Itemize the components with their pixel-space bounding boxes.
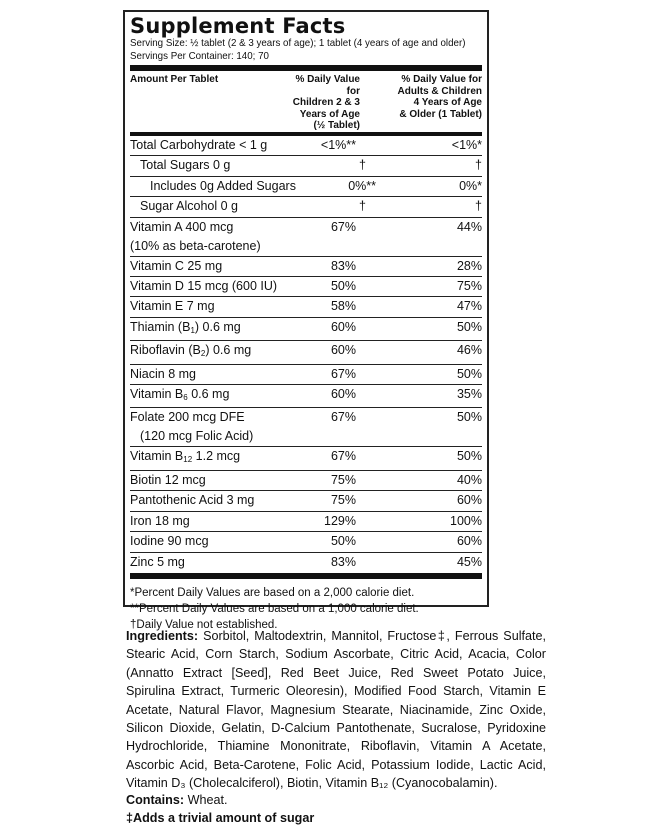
table-row: Vitamin A 400 mcg (10% as beta-carotene) 67% 44% xyxy=(130,218,482,257)
table-row: Iodine 90 mcg 50% 60% xyxy=(130,532,482,552)
table-row: Vitamin $B_{12}$ 1.2 mcg 67% 50% xyxy=(130,447,482,470)
table-row: Total Sugars 0 g † † xyxy=(130,156,482,176)
table-row: Folate 200 mcg DFE (120 mcg Folic Acid) 67% 50% xyxy=(130,408,482,447)
table-row: Niacin 8 mg 67% 50% xyxy=(130,365,482,385)
table-row: Includes 0g Added Sugars 0%** 0%* xyxy=(130,177,482,197)
table-row: Riboflavin $(B_2)$ 0.6 mg 60% 46% xyxy=(130,341,482,364)
table-row: Sugar Alcohol 0 g † † xyxy=(130,197,482,217)
table-row: Pantothenic Acid 3 mg 75% 60% xyxy=(130,491,482,511)
table-row: Vitamin E 7 mg 58% 47% xyxy=(130,297,482,317)
panel-title: Supplement Facts xyxy=(130,14,346,38)
footnote: **Percent Daily Values are based on a 1,000 calorie diet. xyxy=(130,602,419,615)
table-row: Vitamin $B_6$ 0.6 mg 60% 35% xyxy=(130,385,482,408)
servings-per-container: Servings Per Container: 140; 70 xyxy=(130,50,269,62)
contains-text: Wheat. xyxy=(184,793,228,807)
table-row: Vitamin D 15 mcg (600 IU) 50% 75% xyxy=(130,277,482,297)
contains-label: Contains: xyxy=(126,793,185,807)
table-row: Total Carbohydrate < 1 g <1%** <1%* xyxy=(130,136,482,156)
contains-line xyxy=(126,791,227,809)
serving-size: Serving Size: ½ tablet (2 & 3 years of age); 1 tablet (4 years of age and older) xyxy=(130,37,466,49)
amount-per-tablet-label: Amount Per Tablet xyxy=(130,74,219,85)
table-row: Thiamin $(B_1)$ 0.6 mg 60% 50% xyxy=(130,318,482,341)
ingredients-text: Sorbitol, Maltodextrin, Mannitol, Fructose‡, Ferrous Sulfate, Stearic Acid, Corn Starch, Sodium Ascorbate, Citric Acid, Acacia, Color (Annatto Extract [Seed], Red Beet Juice, Red Sweet Potato Juice, Spirulina Extract, Turmeric Oleoresin), Modified Food Starch, Vitamin E Acetate, Natural Flavor, Magnesium Stearate, Niacinamide, Zinc Oxide, Silicon Dioxide, Gelatin, D-Calcium Pantothenate, Sucralose, Pyridoxine Hydrochloride, Thiamine Mononitrate, Riboflavin, Vitamin A Acetate, Ascorbic Acid, Beta-Carotene, Folic Acid, Potassium Iodide, Lactic Acid, Vitamin D₃ (Cholecalciferol), Biotin, Vitamin B₁₂ (Cyanocobalamin). xyxy=(126,629,546,791)
table-row: Iron 18 mg 129% 100% xyxy=(130,512,482,532)
adults-dv-header: % Daily Value for Adults & Children 4 Years of Age & Older (1 Tablet) xyxy=(397,74,482,120)
children-dv-header: % Daily Value for Children 2 & 3 Years of Age (½ Tablet) xyxy=(292,74,360,131)
table-row: Vitamin C 25 mg 83% 28% xyxy=(130,257,482,277)
footnote: †Daily Value not established. xyxy=(130,618,278,631)
footnotes xyxy=(130,579,482,633)
column-header xyxy=(130,71,482,132)
trivial-sugar-note: ‡Adds a trivial amount of sugar xyxy=(126,811,315,825)
nutrient-table xyxy=(130,136,482,572)
ingredients-label: Ingredients: xyxy=(126,629,199,643)
footnote: *Percent Daily Values are based on a 2,000 calorie diet. xyxy=(130,586,415,599)
supplement-facts-panel xyxy=(123,10,489,631)
ingredients-paragraph xyxy=(126,627,546,793)
table-row: Zinc 5 mg 83% 45% xyxy=(130,554,482,569)
table-row: Biotin 12 mcg 75% 40% xyxy=(130,471,482,491)
